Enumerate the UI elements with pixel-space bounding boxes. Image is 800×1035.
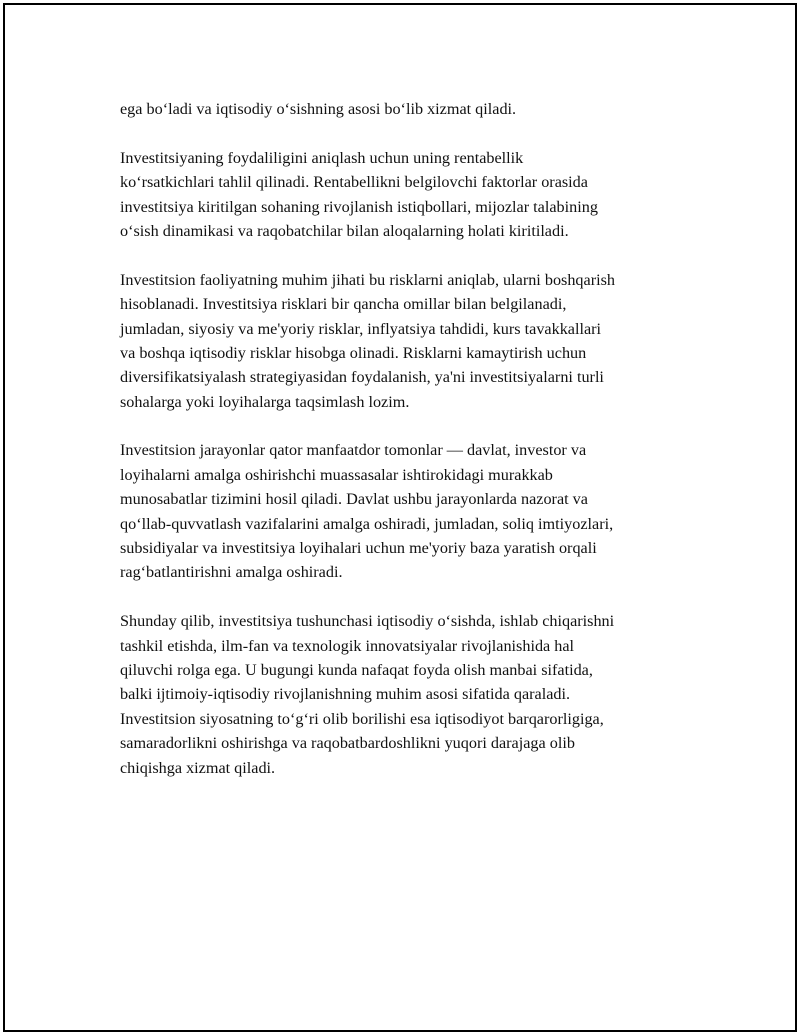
text-line: Investitsiyaning foydaliligini aniqlash uchun uning rentabellik [120,148,524,167]
text-line: jumladan, siyosiy va me'yoriy risklar, inflyatsiya tahdidi, kurs tavakkallari [120,319,602,338]
text-line: koʻrsatkichlari tahlil qilinadi. Rentabellikni belgilovchi faktorlar orasida [120,173,588,192]
text-line: Investitsion faoliyatning muhim jihati bu risklarni aniqlab, ularni boshqarish [120,270,615,289]
text-line: ega boʻladi va iqtisodiy oʻsishning asosi boʻlib xizmat qiladi. [120,100,517,118]
page-frame [3,3,797,1032]
text-line: subsidiyalar va investitsiya loyihalari uchun me'yoriy baza yaratish orqali [120,539,597,558]
text-line: qiluvchi rolga ega. U bugungi kunda nafaqat foyda olish manbai sifatida, [120,660,593,679]
text-line: Shunday qilib, investitsiya tushunchasi iqtisodiy oʻsishda, ishlab chiqarishni [120,612,615,631]
text-line: samaradorlikni oshirishga va raqobatbardoshlikni yuqori darajaga olib [120,734,575,753]
text-line: munosabatlar tizimini hosil qiladi. Davlat ushbu jarayonlarda nazorat va [120,490,588,509]
document-body [120,97,710,804]
text-line: qoʻllab-quvvatlash vazifalarini amalga oshiradi, jumladan, soliq imtiyozlari, [120,514,614,533]
text-line: diversifikatsiyalash strategiyasidan foydalanish, ya'ni investitsiyalarni turli [120,368,604,387]
paragraph-1 [120,97,710,121]
text-line: hisoblanadi. Investitsiya risklari bir qancha omillar bilan belgilanadi, [120,295,567,314]
paragraph-4 [120,438,710,584]
text-line: chiqishga xizmat qiladi. [120,758,276,777]
paragraph-2 [120,146,710,244]
text-line: oʻsish dinamikasi va raqobatchilar bilan aloqalarning holati kiritiladi. [120,221,569,240]
text-line: sohalarga yoki loyihalarga taqsimlash lozim. [120,392,410,411]
text-line: loyihalarni amalga oshirishchi muassasalar ishtirokidagi murakkab [120,465,553,484]
text-line: Investitsion jarayonlar qator manfaatdor tomonlar — davlat, investor va [120,441,587,460]
text-line: balki ijtimoiy-iqtisodiy rivojlanishning muhim asosi sifatida qaraladi. [120,685,571,704]
text-line: ragʻbatlantirishni amalga oshiradi. [120,563,343,582]
paragraph-5 [120,609,710,780]
text-line: Investitsion siyosatning toʻgʻri olib borilishi esa iqtisodiyot barqarorligiga, [120,709,604,728]
paragraph-3 [120,268,710,414]
text-line: investitsiya kiritilgan sohaning rivojlanish istiqbollari, mijozlar talabining [120,197,598,216]
text-line: tashkil etishda, ilm-fan va texnologik innovatsiyalar rivojlanishida hal [120,636,575,655]
text-line: va boshqa iqtisodiy risklar hisobga olinadi. Risklarni kamaytirish uchun [120,343,587,362]
